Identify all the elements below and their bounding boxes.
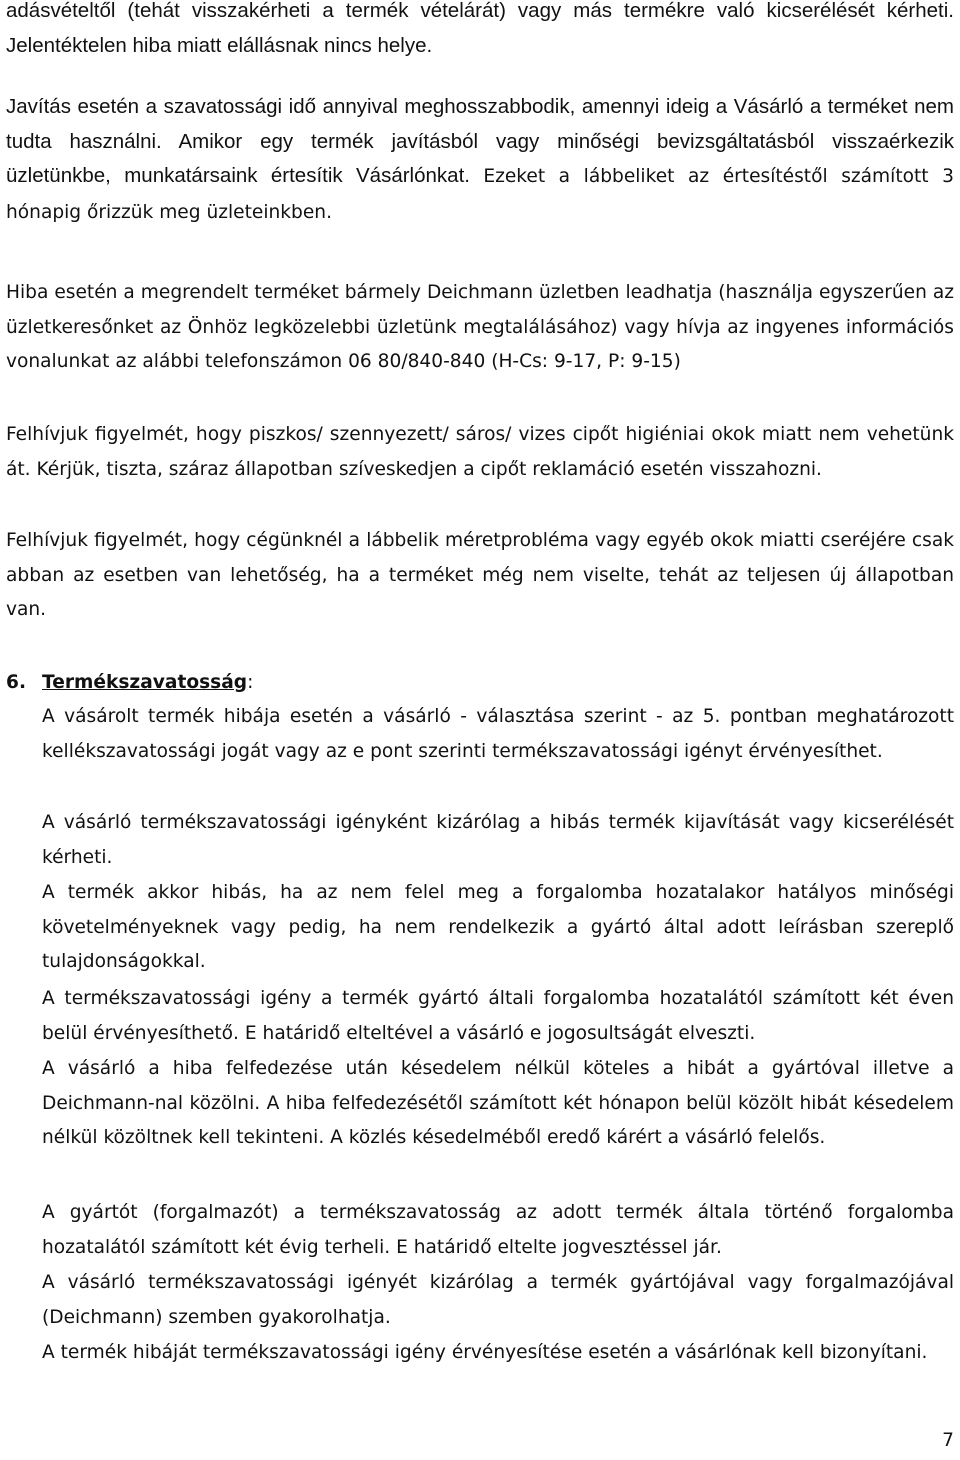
section-paragraph: A termék akkor hibás, ha az nem felel meg a forgalomba hozatalakor hatályos minőségi követelményeknek vagy pedig, ha nem rendelkezik a gyártó által adott leírásban szereplő tulajdonságokkal. <box>42 882 954 973</box>
section-title: Termékszavatosság <box>42 672 248 693</box>
paragraph-defect-return: Hiba esetén a megrendelt terméket bármely Deichmann üzletben leadhatja (használja egyszerűen az üzletkeresőnket az Önhöz legközelebbi üzletünk megtalálásához) vagy hívja az ingyenes információs vonalunkat az alábbi telefonszámon 06 80/840-840 (H-Cs: 9-17, P: 9-15) <box>6 282 954 373</box>
section-colon: : <box>247 672 254 693</box>
section-paragraph: A vásárló termékszavatossági igényét kizárólag a termék gyártójával vagy forgalmazójával (Deichmann) szemben gyakorolhatja. <box>42 1272 954 1328</box>
section-paragraph: A vásárolt termék hibája esetén a vásárló - választása szerint - az 5. pontban meghatározott kellékszavatossági jogát vagy az e pont szerinti termékszavatossági igényt érvényesíthet. <box>42 706 954 762</box>
section-paragraph: A gyártót (forgalmazót) a termékszavatosság az adott termék általa történő forgalomba hozatalától számított két évig terheli. E határidő eltelte jogvesztéssel jár. <box>42 1202 954 1258</box>
paragraph-repair-warranty <box>6 90 954 230</box>
paragraph-hygiene-notice: Felhívjuk figyelmét, hogy piszkos/ szennyezett/ sáros/ vizes cipőt higiéniai okok miatt nem vehetünk át. Kérjük, tiszta, száraz állapotban szíveskedjen a cipőt reklamáció esetén visszahozni. <box>6 424 954 480</box>
section-paragraph: A vásárló termékszavatossági igényként kizárólag a hibás termék kijavítását vagy kicserélését kérheti. <box>42 812 954 868</box>
paragraph-withdrawal: adásvételtől (tehát visszakérheti a termék vételárát) vagy más termékre való kicserélését kérheti. Jelentéktelen hiba miatt elállásnak nincs helye. <box>6 0 954 57</box>
page-number: 7 <box>942 1430 954 1451</box>
section-paragraph: A termék hibáját termékszavatossági igény érvényesítése esetén a vásárlónak kell bizonyítani. <box>42 1342 928 1363</box>
section-number: 6. <box>6 672 27 693</box>
section-paragraph: A termékszavatossági igény a termék gyártó általi forgalomba hozatalától számított két éven belül érvényesíthető. E határidő elteltével a vásárló e jogosultságát elveszti. <box>42 988 954 1044</box>
paragraph-repair-warranty-text: Javítás esetén a szavatossági idő annyival meghosszabbodik, amennyi ideig a Vásárló a terméket nem tudta használni. Amikor egy termék javításból vagy minőségi bevizsgáltatásból visszaérkezik üzletünkbe, munkatársaink értesítik Vásárlónkat. <box>6 95 954 188</box>
section-heading <box>6 666 253 700</box>
paragraph-storage-note: Ezeket a lábbeliket az értesítéstől számított 3 hónapig őrizzük meg üzleteinkben. <box>6 166 954 223</box>
paragraph-exchange-condition: Felhívjuk figyelmét, hogy cégünknél a lábbelik méretprobléma vagy egyéb okok miatti cseréjére csak abban az esetben van lehetőség, ha a terméket még nem viselte, tehát az teljesen új állapotban van. <box>6 530 954 621</box>
section-paragraph: A vásárló a hiba felfedezése után késedelem nélkül köteles a hibát a gyártóval illetve a Deichmann-nal közölni. A hiba felfedezésétől számított két hónapon belül közölt hibát késedelem nélkül közöltnek kell tekinteni. A közlés késedelméből eredő kárért a vásárló felelős. <box>42 1058 954 1149</box>
